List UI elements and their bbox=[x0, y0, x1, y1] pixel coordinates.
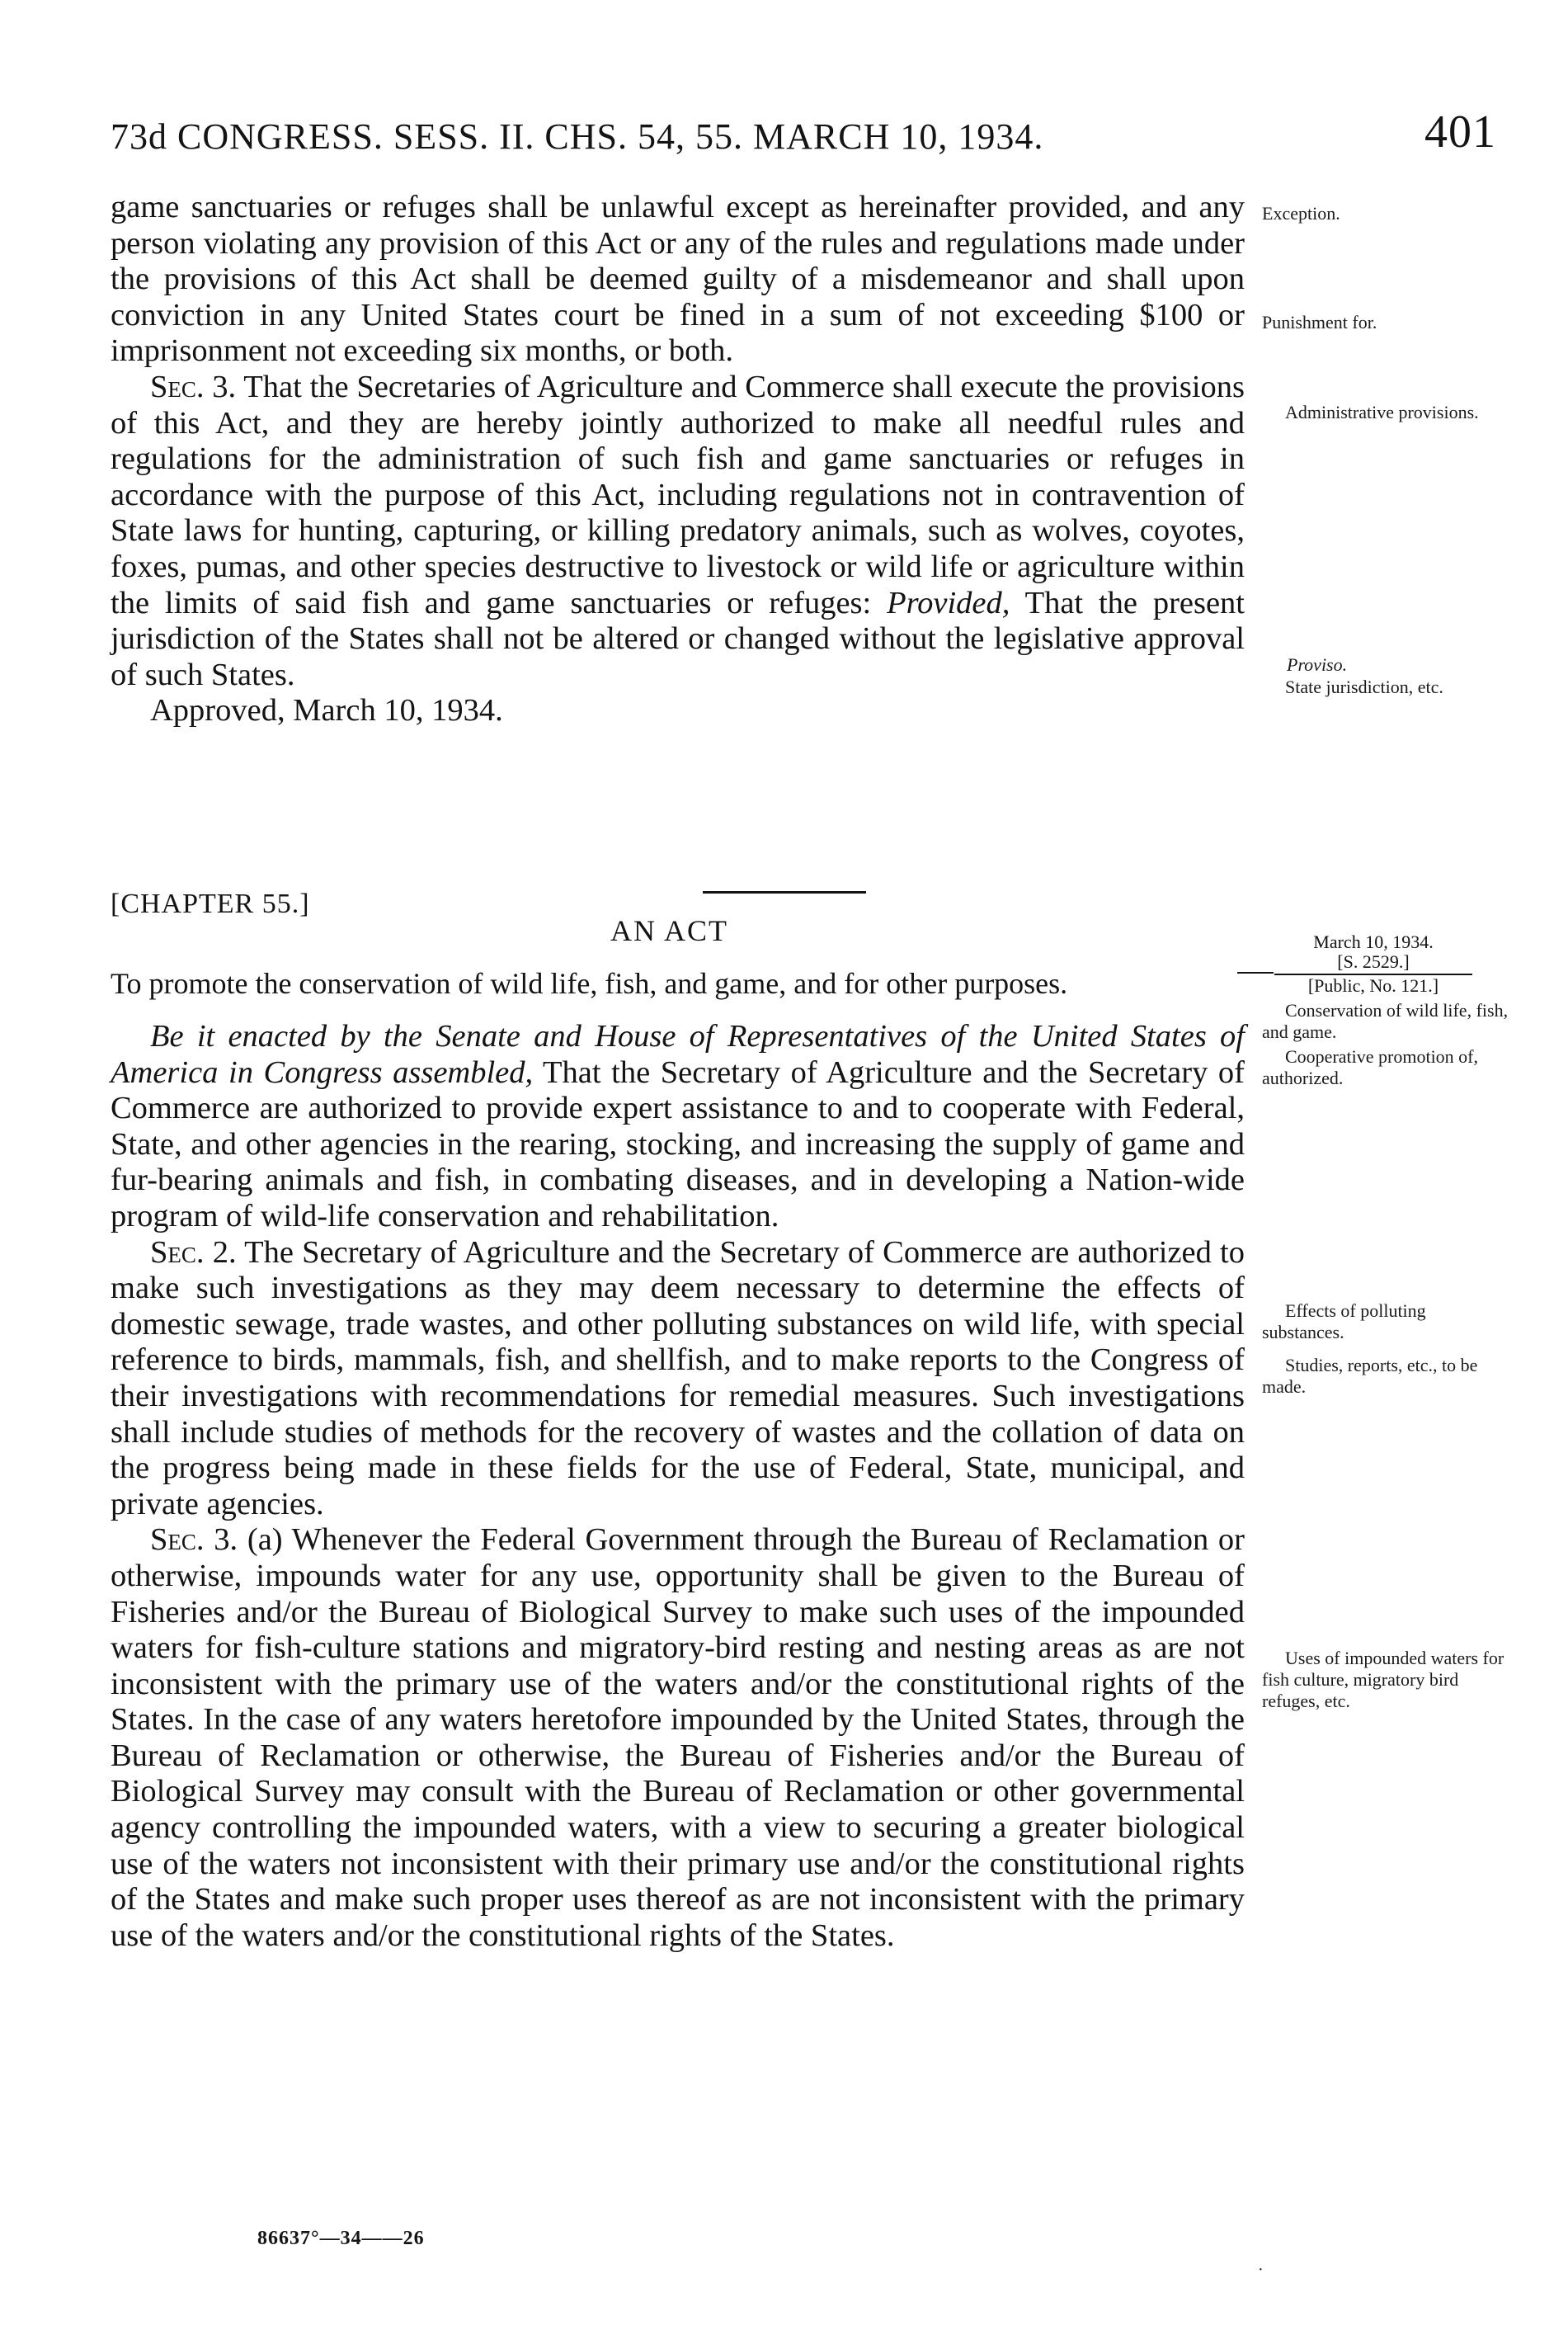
chapter-54-continuation bbox=[111, 190, 1245, 729]
section-text: (a) Whenever the Federal Government through the Bureau of Reclamation or otherwise, impounds water for any use, opportunity shall be given to the Bureau of Fisheries and/or the Bureau of Biological Survey to make such uses of the impounded waters for fish-culture stations and migratory-bird resting and nesting areas as are not inconsistent with the primary use of the waters and/or the constitutional rights of the States. In the case of any waters heretofore impounded by the United States, through the Bureau of Reclamation or otherwise, the Bureau of Fisheries and/or the Bureau of Biological Survey may consult with the Bureau of Reclamation or other governmental agency controlling the impounded waters, with a view to securing a greater biological use of the waters not inconsistent with their primary use and/or the constitutional rights of the States and make such proper uses thereof as are not inconsistent with the primary use of the waters and/or the constitutional rights of the States. bbox=[111, 1522, 1245, 1953]
section-3-paragraph bbox=[111, 1522, 1245, 1954]
senate-bill: [S. 2529.] bbox=[1337, 951, 1410, 972]
margin-note-studies: Studies, reports, etc., to be made. bbox=[1262, 1355, 1478, 1397]
heading-rule bbox=[703, 891, 866, 894]
bill-reference bbox=[1274, 932, 1472, 996]
margin-note-state-jurisdiction: State jurisdiction, etc. bbox=[1285, 677, 1443, 697]
margin-note-effects: Effects of polluting substances. bbox=[1262, 1300, 1426, 1342]
act-heading: AN ACT bbox=[610, 914, 729, 947]
margin-note-conservation: Conservation of wild life, fish, and game. bbox=[1262, 1000, 1509, 1042]
running-head bbox=[111, 106, 1496, 163]
chapter-55-heading bbox=[111, 887, 1245, 1002]
section-label: Sec. 2. bbox=[150, 1234, 237, 1270]
proviso-word: Provided, bbox=[887, 585, 1010, 620]
section-text: That the Secretary of Agriculture and the Secretary of Commerce are authorized to provide expert assistance to and to cooperate with Federal, State, and other agencies in the rearing, stocking, and increasing the supply of game and fur-bearing animals and fish, in combating diseases, and in developing a Nation-wide program of wild-life conservation and rehabilitation. bbox=[111, 1054, 1245, 1233]
section-1-paragraph bbox=[111, 1019, 1245, 1235]
section-text-continued: That the present jurisdiction of the States shall not be altered or changed without the legislative approval of such States. bbox=[111, 585, 1245, 692]
penalty-paragraph: game sanctuaries or refuges shall be unlawful except as hereinafter provided, and any person violating any provision of this Act or any of the rules and regulations made under the provisions of this Act shall be deemed guilty of a misdemeanor and shall upon conviction in any United States court be fined in a sum of not exceeding $100 or imprisonment not exceeding six months, or both. bbox=[111, 190, 1245, 369]
public-law-number: [Public, No. 121.] bbox=[1274, 974, 1472, 996]
act-purpose: To promote the conservation of wild life, fish, and game, and for other purposes. bbox=[111, 967, 1068, 1000]
chapter-55-body bbox=[111, 1019, 1245, 1954]
section-2-paragraph bbox=[111, 1235, 1245, 1523]
page-number: 401 bbox=[1424, 106, 1496, 158]
running-head-title: 73d CONGRESS. SESS. II. CHS. 54, 55. MARCH 10, 1934. bbox=[111, 116, 1044, 157]
margin-note-impounded-waters: Uses of impounded waters for fish culture, migratory bird refuges, etc. bbox=[1262, 1648, 1504, 1711]
margin-note-punishment: Punishment for. bbox=[1262, 312, 1377, 333]
print-code: 86637°—34——26 bbox=[257, 2228, 425, 2249]
section-text: The Secretary of Agriculture and the Secretary of Commerce are authorized to make such investigations as they may deem necessary to determine the effects of domestic sewage, trade wastes, and other polluting substances on wild life, with special reference to birds, mammals, fish, and shellfish, and to make reports to the Congress of their investigations with recommendations for remedial measures. Such investigations shall include studies of methods for the recovery of wastes and the collation of data on the progress being made in these fields for the use of Federal, State, municipal, and private agencies. bbox=[111, 1234, 1245, 1521]
section-label: Sec. 3. bbox=[150, 1522, 238, 1558]
approval-line: Approved, March 10, 1934. bbox=[150, 693, 503, 729]
stray-dot: · bbox=[1258, 2261, 1264, 2279]
margin-note-administrative: Administrative provisions. bbox=[1285, 402, 1479, 422]
chapter-label: [CHAPTER 55.] bbox=[111, 889, 310, 919]
enacting-clause: Be it enacted by the Senate and House of Representatives of the United States of America in Congress assembled, bbox=[111, 1019, 1245, 1090]
enactment-date: March 10, 1934. bbox=[1313, 932, 1434, 952]
leader-line bbox=[1237, 972, 1274, 974]
margin-note-cooperative: Cooperative promotion of, authorized. bbox=[1262, 1046, 1479, 1088]
section-text: That the Secretaries of Agriculture and Commerce shall execute the provisions of this Act, and they are hereby jointly authorized to make all needful rules and regulations for the administration of such fish and game sanctuaries or refuges in accordance with the purpose of this Act, including regulations not in contravention of State laws for hunting, capturing, or killing predatory animals, such as wolves, coyotes, foxes, pumas, and other species destructive to livestock or wild life or agriculture within the limits of said fish and game sanctuaries or refuges: bbox=[111, 369, 1245, 620]
section-label: Sec. 3. bbox=[150, 369, 237, 404]
section-3-paragraph bbox=[111, 370, 1245, 693]
margin-note-exception: Exception. bbox=[1262, 203, 1340, 224]
margin-note-proviso: Proviso. bbox=[1287, 654, 1348, 675]
